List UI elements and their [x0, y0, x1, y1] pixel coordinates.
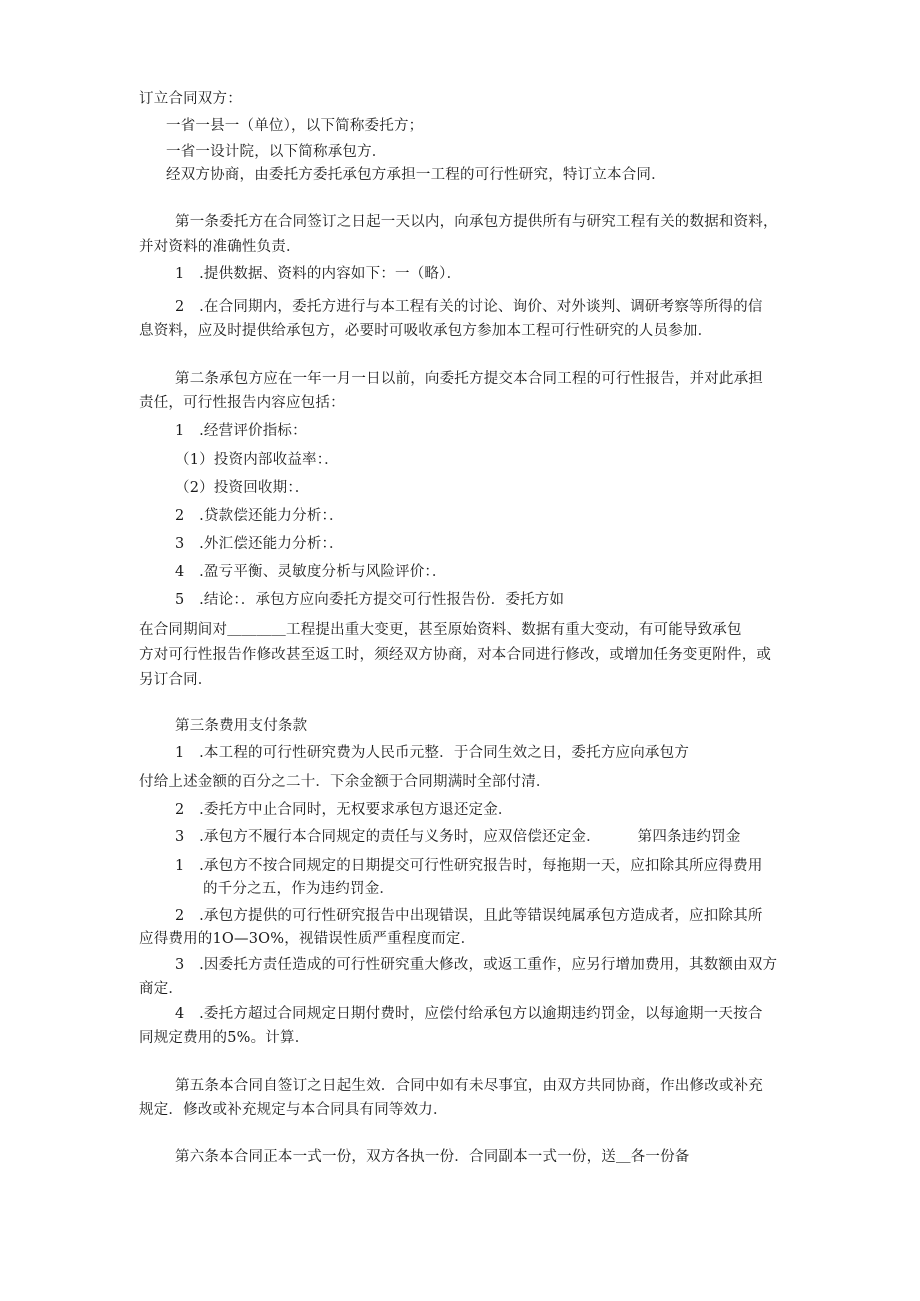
article-2-item-2: 2 .贷款偿还能力分析：．: [175, 508, 344, 524]
article-3-item-1-cont: 付给上述金额的百分之二十．下余金额于合同期满时全部付清．: [139, 774, 551, 790]
article-3-item-3: 3 .承包方不履行本合同规定的责任与义务时，应双倍偿还定金． 第四条违约罚金: [175, 829, 741, 845]
article-2-item-1a: （1）投资内部收益率：．: [175, 452, 339, 468]
article-2: 第二条承包方应在一年一月一日以前，向委托方提交本合同工程的可行性报告，并对此承担: [175, 371, 763, 387]
article-5: 第五条本合同自签订之日起生效．合同中如有未尽事宜，由双方共同协商，作出修改或补充: [175, 1078, 763, 1094]
article-5-cont: 规定．修改或补充规定与本合同具有同等效力．: [139, 1102, 448, 1118]
article-2-item-3: 3 .外汇偿还能力分析：．: [175, 536, 344, 552]
article-4-item-2-cont: 应得费用的1O—3O%，视错误性质严重程度而定．: [139, 931, 476, 947]
article-3-item-2: 2 .委托方中止合同时，无权要求承包方退还定金．: [175, 802, 513, 818]
article-2-change-clause-cont: 方对可行性报告作修改甚至返工时，须经双方协商，对本合同进行修改，或增加任务变更附件，或: [139, 647, 772, 663]
article-4-item-1: 1 .承包方不按合同规定的日期提交可行性研究报告时，每拖期一天，应扣除其所应得费用: [175, 858, 763, 874]
article-2-item-5: 5 .结论：．承包方应向委托方提交可行性报告份．委托方如: [175, 592, 565, 608]
article-3-item-1: 1 .本工程的可行性研究费为人民币元整．于合同生效之日，委托方应向承包方: [175, 745, 690, 761]
party-client: 一省一县一（单位），以下简称委托方；: [166, 118, 424, 134]
article-1-cont: 并对资料的准确性负责．: [139, 239, 301, 255]
article-4-item-1-cont: 的千分之五，作为违约罚金．: [203, 881, 395, 897]
article-1: 第一条委托方在合同签订之日起一天以内，向承包方提供所有与研究工程有关的数据和资料，: [175, 214, 778, 230]
article-4-item-3-cont: 商定．: [139, 981, 184, 997]
article-1-item-2-cont: 息资料，应及时提供给承包方，必要时可吸收承包方参加本工程可行性研究的人员参加．: [139, 323, 713, 339]
article-1-item-1: 1 .提供数据、资料的内容如下：一（略）．: [175, 266, 462, 282]
agreement-preamble: 经双方协商，由委托方委托承包方承担一工程的可行性研究，特订立本合同．: [166, 167, 666, 183]
article-4-item-2: 2 .承包方提供的可行性研究报告中出现错误，且此等错误纯属承包方造成者，应扣除其所: [175, 908, 763, 924]
article-2-item-1: 1 .经营评价指标：: [175, 423, 307, 439]
article-4-item-3: 3 .因委托方责任造成的可行性研究重大修改，或返工重作，应另行增加费用，其数额由双方: [175, 957, 778, 973]
article-2-item-4: 4 .盈亏平衡、灵敏度分析与风险评价：．: [175, 564, 447, 580]
article-6: 第六条本合同正本一式一份，双方各执一份．合同副本一式一份，送＿各一份备: [175, 1149, 690, 1165]
article-2-item-1b: （2）投资回收期：．: [175, 480, 310, 496]
article-2-cont: 责任，可行性报告内容应包括：: [139, 395, 345, 411]
parties-heading: 订立合同双方：: [139, 91, 242, 107]
article-2-change-clause: 在合同期间对＿＿＿＿工程提出重大变更，甚至原始资料、数据有重大变动，有可能导致承包: [139, 622, 742, 638]
article-1-item-2: 2 .在合同期内，委托方进行与本工程有关的讨论、询价、对外谈判、调研考察等所得的信: [175, 299, 763, 315]
article-4-item-4-cont: 同规定费用的5%。计算．: [139, 1030, 310, 1046]
party-contractor: 一省一设计院，以下简称承包方．: [166, 144, 387, 160]
article-3-heading: 第三条费用支付条款: [175, 718, 308, 734]
article-4-item-4: 4 .委托方超过合同规定日期付费时，应偿付给承包方以逾期违约罚金，以每逾期一天按合: [175, 1006, 763, 1022]
article-2-change-clause-end: 另订合同．: [139, 672, 213, 688]
